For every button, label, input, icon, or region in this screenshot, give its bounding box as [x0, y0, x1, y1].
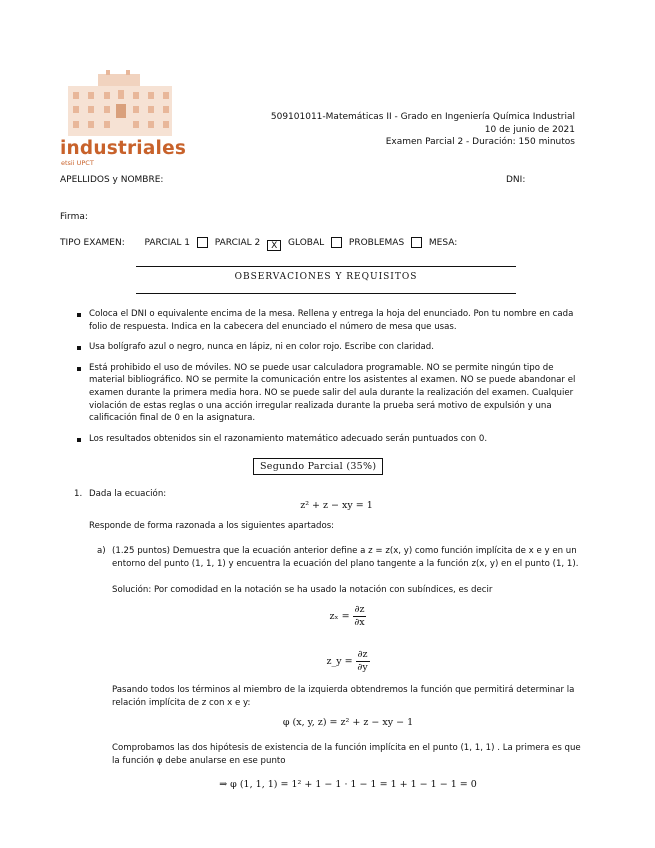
list-item: Usa bolígrafo azul o negro, nunca en lápiz, ni en color rojo. Escribe con claridad.	[74, 341, 584, 354]
option-parcial1-checkbox[interactable]	[197, 237, 208, 248]
observations-list	[74, 308, 584, 453]
exam-header	[271, 111, 575, 149]
bottom-rule	[136, 293, 516, 294]
option-mesa-label: MESA:	[428, 238, 458, 248]
problem-number: 1.	[74, 489, 83, 499]
logo-wordmark: industriales	[60, 138, 187, 159]
building-icon	[60, 68, 190, 138]
logo-subtitle: etsii UPCT	[61, 159, 94, 167]
name-label: APELLIDOS y NOMBRE:	[60, 175, 164, 185]
problem-instructions: Responde de forma razonada a los siguientes apartados:	[89, 521, 335, 531]
problem-intro: Dada la ecuación:	[89, 489, 167, 499]
zx-numerator: ∂z	[354, 604, 365, 615]
observations-title: OBSERVACIONES Y REQUISITOS	[234, 272, 418, 282]
problem-equation: z² + z − xy = 1	[300, 500, 373, 511]
zy-fraction	[356, 649, 370, 674]
section-title-box: Segundo Parcial (35%)	[253, 458, 383, 475]
exam-type-label: TIPO EXAMEN:	[60, 238, 125, 248]
option-parcial1-label: PARCIAL 1	[144, 238, 191, 248]
final-equation: ⇒ φ (1, 1, 1) = 1² + 1 − 1 · 1 − 1 = 1 + 1 − 1 − 1 = 0	[219, 779, 477, 790]
zx-fraction	[353, 604, 367, 629]
list-item: Coloca el DNI o equivalente encima de la mesa. Rellena y entrega la hoja del enunciado. Pon tu nombre en cada folio de respuesta. Indica en la cabecera del enunciado el número de mesa que usas.	[74, 308, 584, 333]
option-global-checkbox[interactable]	[331, 237, 342, 248]
exam-date: 10 de junio de 2021	[484, 124, 575, 135]
zy-definition	[112, 649, 584, 674]
zy-lhs: z_y =	[326, 656, 353, 667]
paragraph-implicit: Pasando todos los términos al miembro de la izquierda obtendremos la función que permitirá determinar la relación implícita de z con x e y:	[112, 685, 575, 708]
part-label: a)	[97, 546, 106, 556]
exam-type-duration: Examen Parcial 2 - Duración: 150 minutos	[385, 137, 575, 147]
school-logo	[60, 68, 190, 166]
course-title: 509101011-Matemáticas II - Grado en Ingeniería Química Industrial	[270, 112, 575, 122]
part-text: (1.25 puntos) Demuestra que la ecuación anterior define a z = z(x, y) como función implícita de x e y en un entorno del punto (1, 1, 1) y encuentra la ecuación del plano tangente a la función z(x, y) en el punto (1, 1).	[112, 546, 579, 569]
zx-definition	[112, 604, 584, 629]
option-global-label: GLOBAL	[288, 238, 325, 248]
option-parcial2-label: PARCIAL 2	[214, 238, 261, 248]
top-rule	[136, 266, 516, 267]
zx-denominator: ∂x	[354, 617, 365, 628]
paragraph-hypothesis: Comprobamos las dos hipótesis de existencia de la función implícita en el punto (1, 1, 1) . La primera es que la función φ debe anularse en ese punto	[112, 743, 581, 766]
option-problemas-label: PROBLEMAS	[348, 238, 405, 248]
dni-label: DNI:	[506, 175, 526, 185]
list-item: Los resultados obtenidos sin el razonamiento matemático adecuado serán puntuados con 0.	[74, 433, 584, 446]
phi-equation: φ (x, y, z) = z² + z − xy − 1	[282, 717, 414, 728]
exam-type-row	[60, 237, 457, 251]
option-parcial2-checkbox[interactable]: X	[267, 240, 281, 251]
option-problemas-checkbox[interactable]	[411, 237, 422, 248]
zy-numerator: ∂z	[357, 649, 368, 660]
zx-lhs: zₓ =	[329, 611, 350, 622]
list-item: Está prohibido el uso de móviles. NO se puede usar calculadora programable. NO se permite ningún tipo de material bibliográfico. NO se permite la comunicación entre los asistentes al examen. NO se puede abandonar el examen durante la primera media hora. NO se puede salir del aula durante la realización del examen. Cualquier violación de estas reglas o una acción irregular realizada durante la prueba será motivo de expulsión y una calificación final de 0 en la asignatura.	[74, 362, 584, 425]
zy-denominator: ∂y	[357, 662, 368, 673]
signature-label: Firma:	[60, 212, 88, 222]
solution-intro: Solución: Por comodidad en la notación se ha usado la notación con subíndices, es decir	[112, 585, 493, 595]
